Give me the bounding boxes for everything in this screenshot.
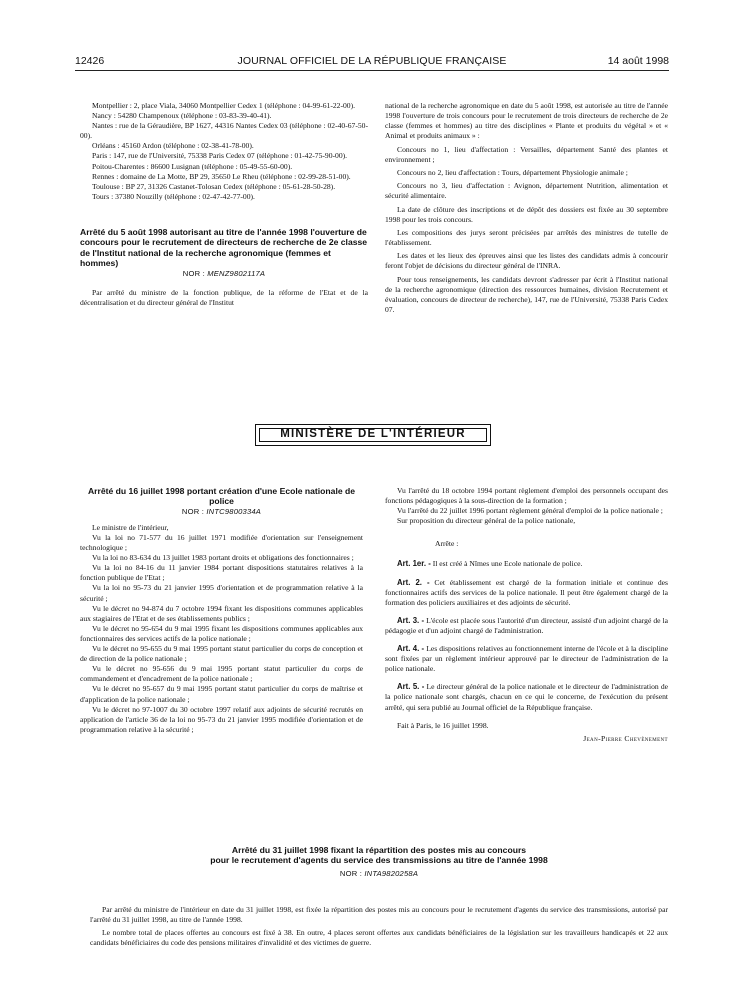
arrete-title-transmissions-2: pour le recrutement d'agents du service des transmissions au titre de l'année 1998	[210, 855, 548, 866]
visa-paragraph: Vu le décret no 97-1007 du 30 octobre 1997 relatif aux adjoints de sécurité recrutés en application de l'article 36 de la loi no 95-73 du 21 janvier 1995 modifiée d'orientation et de programmation relative à la sécurité ;	[80, 704, 363, 734]
address-poitou: Poitou-Charentes : 86600 Lusignan (téléphone : 05-49-55-60-00).	[92, 161, 293, 171]
nor-code: INTC9800334A	[206, 506, 262, 516]
transmissions-paragraph: Le nombre total de places offertes au concours est fixé à 38. En outre, 4 places seront offertes aux candidats bénéficiaires de la législation sur les travailleurs handicapés et 22 aux candidats bénéficiaires du code des pensions militaires d'invalidité et des victimes de guerre.	[90, 928, 668, 948]
article-number: Art. 1er. -	[397, 559, 431, 569]
inra-paragraph: Concours no 2, lieu d'affectation : Tours, département Physiologie animale ;	[397, 167, 628, 177]
article-text: Il est créé à Nîmes une Ecole nationale de police.	[432, 559, 583, 569]
inra-paragraph: Les dates et les lieux des épreuves ainsi que les listes des candidats admis à concourir feront l'objet de décisions du directeur général de l'INRA.	[385, 251, 668, 271]
article-number: Art. 3. -	[397, 615, 425, 625]
journal-title: JOURNAL OFFICIEL DE LA RÉPUBLIQUE FRANÇAISE	[237, 55, 507, 67]
ministry-heading-box	[255, 424, 491, 446]
visa-paragraph: Vu la loi no 83-634 du 13 juillet 1983 portant droits et obligations des fonctionnaires ;	[92, 553, 354, 563]
inra-paragraph: Concours no 1, lieu d'affectation : Versailles, département Santé des plantes et environnement ;	[385, 144, 668, 164]
bottom-arrete-heading	[90, 845, 668, 878]
arrete-word: Arrête :	[435, 539, 459, 549]
address-rennes: Rennes : domaine de La Motte, BP 29, 35650 Le Rheu (téléphone : 02-99-28-51-00).	[92, 171, 351, 181]
article-text: Le directeur général de la police nationale et le directeur de l'administration de la police nationale sont chargés, chacun en ce qui le concerne, de l'exécution du présent arrêté, qui sera publié au Journal officiel de la République française.	[385, 682, 669, 712]
visa-paragraph: Vu la loi no 95-73 du 21 janvier 1995 d'orientation et de programmation relative à la sécurité ;	[80, 583, 363, 603]
article-1	[385, 559, 668, 569]
column-right-top	[385, 101, 668, 315]
article-4	[385, 644, 668, 674]
visa-paragraph: Vu l'arrêté du 22 juillet 1996 portant règlement général d'emploi de la police nationale ;	[397, 506, 663, 516]
address-montpellier: Montpellier : 2, place Viala, 34060 Montpellier Cedex 1 (téléphone : 04-99-61-22-00).	[92, 101, 356, 110]
visa-paragraph: Vu le décret no 95-655 du 9 mai 1995 portant statut particulier du corps de conception et de direction de la police nationale ;	[80, 644, 363, 664]
visa-paragraph: Sur proposition du directeur général de la police nationale,	[397, 516, 576, 526]
article-text: L'école est placée sous l'autorité d'un directeur, assisté d'un adjoint chargé de la pédagogie et d'un adjoint chargé de l'administration.	[385, 615, 669, 635]
page-number: 12426	[75, 55, 105, 67]
column-right-bottom	[385, 486, 668, 744]
header-rule	[75, 70, 669, 71]
bottom-arrete-body	[90, 905, 668, 949]
arrete-title-transmissions-1: Arrêté du 31 juillet 1998 fixant la répartition des postes mis au concours	[231, 845, 527, 855]
article-number: Art. 5. -	[397, 682, 425, 692]
signature: Jean-Pierre Chevènement	[583, 733, 668, 743]
page-header	[75, 55, 669, 69]
nor-label: NOR :	[182, 268, 205, 278]
address-nantes: Nantes : rue de la Géraudière, BP 1627, 44316 Nantes Cedex 03 (téléphone : 02-40-67-50-00).	[80, 121, 368, 141]
article-5	[385, 682, 668, 712]
address-toulouse: Toulouse : BP 27, 31326 Castanet-Tolosan Cedex (téléphone : 05-61-28-50-28).	[92, 181, 336, 191]
column-left-top	[80, 101, 368, 308]
visa-paragraph: Vu la loi no 84-16 du 11 janvier 1984 portant dispositions statutaires relatives à la fonction publique de l'Etat ;	[80, 563, 363, 583]
article-2	[385, 578, 668, 608]
column-left-bottom	[80, 486, 363, 735]
nor-label: NOR :	[339, 868, 363, 878]
nor-code: INTA9820258A	[364, 868, 419, 878]
arrete-title-inra: Arrêté du 5 août 1998 autorisant au titre de l'année 1998 l'ouverture de concours pour le recrutement de directeurs de recherche de 2e classe de l'Institut national de la recherche agronomique (femmes et hommes)	[80, 226, 368, 269]
issue-date: 14 août 1998	[607, 55, 669, 67]
inra-paragraph: Les compositions des jurys seront précisées par arrêtés des ministres de tutelle de l'établissement.	[385, 227, 668, 248]
place-date: Fait à Paris, le 16 juillet 1998.	[397, 720, 489, 730]
address-paris: Paris : 147, rue de l'Université, 75338 Paris Cedex 07 (téléphone : 01-42-75-90-00).	[92, 151, 348, 161]
visa-paragraph: Le ministre de l'intérieur,	[92, 522, 169, 532]
transmissions-paragraph: Par arrêté du ministre de l'intérieur en date du 31 juillet 1998, est fixée la répartition des postes mis au concours pour le recrutement d'agents du service des transmissions, autorisé par l'arrêté du 31 juillet 1998, au titre de l'année 1998.	[90, 905, 668, 925]
nor-code: MENZ9802117A	[207, 268, 266, 278]
inra-paragraph: La date de clôture des inscriptions et de dépôt des dossiers est fixée au 30 septembre 1998 pour les trois concours.	[385, 204, 668, 224]
ministry-heading: MINISTÈRE DE L'INTÉRIEUR	[280, 428, 466, 440]
visa-paragraph: Vu l'arrêté du 18 octobre 1994 portant règlement d'emploi des personnels occupant des fonctions pédagogiques à la sous-direction de la formation ;	[385, 486, 668, 506]
arrete-title-police: Arrêté du 16 juillet 1998 portant création d'une Ecole nationale de police	[87, 486, 356, 507]
inra-paragraph: Pour tous renseignements, les candidats devront s'adresser par écrit à l'Institut national de la recherche agronomique (direction des ressources humaines, division Recrutement et évaluation, concours de directeur de recherche), 147, rue de l'Université, 75338 Paris Cedex 07.	[385, 274, 668, 314]
address-tours: Tours : 37380 Nouzilly (téléphone : 02-47-42-77-00).	[92, 191, 255, 201]
article-text: Cet établissement est chargé de la formation initiale et continue des fonctionnaires actifs des services de la police nationale. Il peut être également chargé de la formation des policiers auxiliaires et des adjoints de sécurité.	[385, 577, 669, 607]
visa-paragraph: Vu le décret no 94-874 du 7 octobre 1994 fixant les dispositions communes applicables aux stagiaires de l'Etat et de ses établissements publics ;	[80, 603, 363, 623]
inra-paragraph: Concours no 3, lieu d'affectation : Avignon, département Nutrition, alimentation et sécurité alimentaire.	[385, 181, 668, 201]
visa-paragraph: Vu la loi no 71-577 du 16 juillet 1971 modifiée d'orientation sur l'enseignement technologique ;	[80, 533, 363, 553]
article-number: Art. 4. -	[397, 644, 425, 654]
inra-intro: Par arrêté du ministre de la fonction publique, de la réforme de l'Etat et de la décentralisation et du directeur général de l'Institut	[80, 287, 368, 307]
nor-line-transmissions	[90, 869, 668, 878]
article-number: Art. 2. -	[397, 577, 430, 587]
article-text: Les dispositions relatives au fonctionnement interne de l'école et à la discipline sont fixées par un règlement intérieur approuvé par le directeur de l'administration de la police nationale.	[385, 644, 668, 674]
article-3	[385, 616, 668, 636]
visa-paragraph: Vu le décret no 95-654 du 9 mai 1995 fixant les dispositions communes applicables aux fonctionnaires des services actifs de la police nationale ;	[80, 623, 363, 643]
address-orleans: Orléans : 45160 Ardon (téléphone : 02-38-41-78-00).	[92, 141, 254, 151]
nor-line-police	[80, 507, 363, 517]
nor-label: NOR :	[181, 506, 205, 516]
nor-line-inra	[80, 269, 368, 279]
inra-paragraph: national de la recherche agronomique en date du 5 août 1998, est autorisée au titre de l'année 1998 l'ouverture de trois concours pour le recrutement de trois directeurs de recherche de 2e classe (femmes et hommes) au titre des disciplines « Plante et produits du végétal » et « Animal et produits animaux » :	[385, 101, 668, 141]
visa-paragraph: Vu le décret no 95-657 du 9 mai 1995 portant statut particulier du corps de maîtrise et d'application de la police nationale ;	[80, 684, 363, 704]
address-nancy: Nancy : 54280 Champenoux (téléphone : 03-83-39-40-41).	[92, 111, 272, 121]
visa-paragraph: Vu le décret no 95-656 du 9 mai 1995 portant statut particulier du corps de commandement et d'encadrement de la police nationale ;	[80, 664, 363, 684]
